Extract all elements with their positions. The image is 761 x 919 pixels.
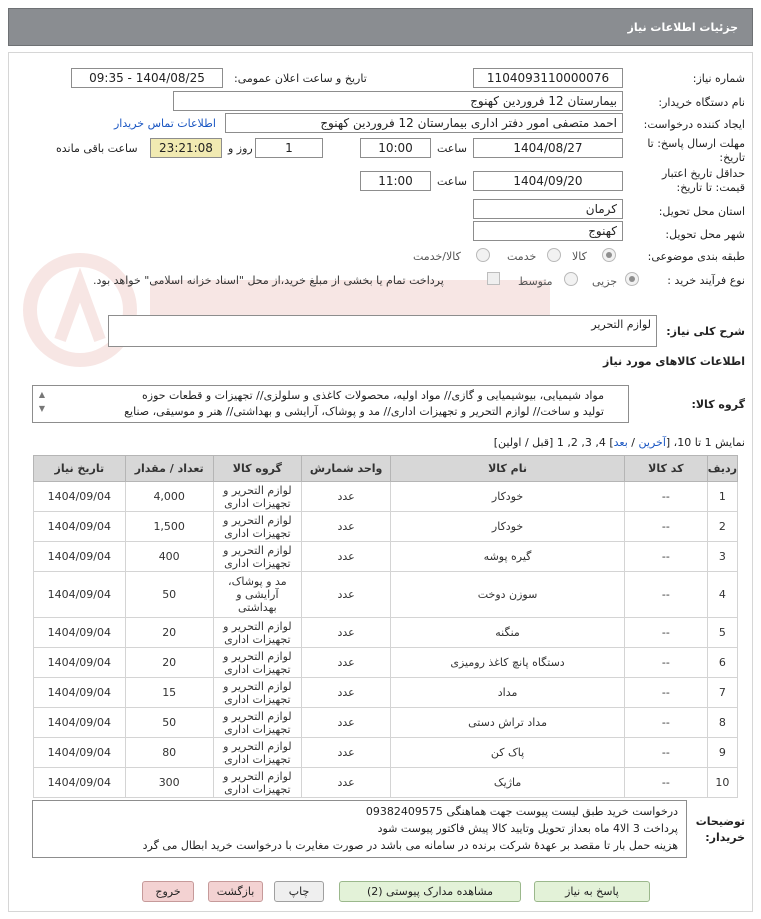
item-unit: عدد	[301, 542, 390, 572]
deadline-label-2: تاریخ:	[719, 151, 745, 164]
note-line-3: هزینه حمل بار تا مقصد بر عهدهٔ شرکت برنده در سامانه می باشد در صورت مغایرت با درخواست خرید ابطال می گرد	[142, 839, 678, 852]
creator-label: ایجاد کننده درخواست:	[643, 118, 745, 131]
pager	[494, 436, 745, 449]
table-row	[34, 708, 738, 738]
days-label: روز و	[228, 142, 253, 155]
col-code: کد کالا	[624, 456, 707, 482]
table-row	[34, 572, 738, 618]
item-unit: عدد	[301, 738, 390, 768]
item-qty: 80	[125, 738, 213, 768]
remaining-time-field: 23:21:08	[150, 138, 222, 158]
category-radio-service[interactable]	[547, 248, 561, 262]
need-number-label: شماره نیاز:	[692, 72, 745, 85]
item-date: 1404/09/04	[34, 768, 126, 798]
items-table	[33, 455, 738, 798]
row-number: 4	[707, 572, 737, 618]
process-option-medium: متوسط	[518, 275, 553, 288]
col-name: نام کالا	[391, 456, 625, 482]
category-label: طبقه بندی موضوعی:	[647, 250, 745, 263]
table-row	[34, 618, 738, 648]
item-name: خودکار	[391, 512, 625, 542]
item-name: دستگاه پانچ کاغذ رومیزی	[391, 648, 625, 678]
item-qty: 400	[125, 542, 213, 572]
item-group: لوازم التحریر و تجهیزات اداری	[213, 618, 301, 648]
col-qty: تعداد / مقدار	[125, 456, 213, 482]
category-option-goods: کالا	[572, 250, 587, 263]
buyer-label: نام دستگاه خریدار:	[658, 96, 745, 109]
item-unit: عدد	[301, 678, 390, 708]
item-name: سوزن دوخت	[391, 572, 625, 618]
item-date: 1404/09/04	[34, 618, 126, 648]
spin-up-icon[interactable]: ▲	[38, 390, 46, 399]
goods-group-field	[32, 385, 629, 423]
scroll-spinner[interactable]	[36, 388, 48, 418]
item-date: 1404/09/04	[34, 482, 126, 512]
item-code: --	[624, 678, 707, 708]
process-option-minor: جزیی	[592, 275, 618, 288]
goods-group-line-2: تولید و ساخت// لوازم التحریر و تجهیزات اداری// مد و پوشاک، آرایشی و بهداشتی// هنر و موسیقی، صنایع	[124, 405, 604, 418]
item-code: --	[624, 708, 707, 738]
table-row	[34, 738, 738, 768]
deadline-time-label: ساعت	[437, 142, 467, 155]
item-qty: 4,000	[125, 482, 213, 512]
item-qty: 50	[125, 708, 213, 738]
deadline-label-1: مهلت ارسال پاسخ: تا	[647, 137, 745, 150]
col-date: تاریخ نیاز	[34, 456, 126, 482]
validity-time-field: 11:00	[360, 171, 431, 191]
payment-note: پرداخت تمام یا بخشی از مبلغ خرید،از محل "اسناد خزانه اسلامی" خواهد بود.	[93, 274, 444, 287]
row-number: 5	[707, 618, 737, 648]
item-unit: عدد	[301, 708, 390, 738]
item-group: لوازم التحریر و تجهیزات اداری	[213, 482, 301, 512]
announce-field: 1404/08/25 - 09:35	[71, 68, 223, 88]
item-group: لوازم التحریر و تجهیزات اداری	[213, 512, 301, 542]
remaining-label: ساعت باقی مانده	[56, 142, 138, 155]
pager-last-link[interactable]: آخرین	[638, 436, 666, 449]
notes-label-2: خریدار:	[705, 831, 745, 844]
print-button[interactable]: چاپ	[274, 881, 324, 902]
table-row	[34, 678, 738, 708]
table-row	[34, 648, 738, 678]
item-date: 1404/09/04	[34, 708, 126, 738]
pager-sep: /	[627, 436, 639, 449]
process-radio-minor[interactable]	[625, 272, 639, 286]
item-unit: عدد	[301, 648, 390, 678]
item-date: 1404/09/04	[34, 678, 126, 708]
pager-pages[interactable]: ] 4, 3, 2, 1 [قبل / اولین]	[493, 436, 614, 449]
table-row	[34, 768, 738, 798]
item-date: 1404/09/04	[34, 512, 126, 542]
process-radio-medium[interactable]	[564, 272, 578, 286]
row-number: 3	[707, 542, 737, 572]
pager-text: نمایش 1 تا 10، [	[665, 436, 745, 449]
row-number: 10	[707, 768, 737, 798]
exit-button[interactable]: خروج	[142, 881, 194, 902]
item-qty: 20	[125, 618, 213, 648]
note-line-2: پرداخت 3 الا4 ماه بعداز تحویل وتایید کالا پیش فاکتور پیوست شود	[377, 822, 678, 835]
attachments-button[interactable]: مشاهده مدارک پیوستی (2)	[339, 881, 521, 902]
item-qty: 15	[125, 678, 213, 708]
pager-next-link[interactable]: بعد	[613, 436, 628, 449]
item-unit: عدد	[301, 768, 390, 798]
notes-label-1: توضیحات	[695, 815, 745, 828]
table-row	[34, 542, 738, 572]
goods-group-label: گروه کالا:	[691, 398, 745, 411]
page-title: جزئیات اطلاعات نیاز	[627, 21, 738, 34]
announce-label: تاریخ و ساعت اعلان عمومی:	[234, 72, 367, 85]
item-qty: 20	[125, 648, 213, 678]
item-group: لوازم التحریر و تجهیزات اداری	[213, 738, 301, 768]
creator-field: احمد متصفی امور دفتر اداری بیمارستان 12 فروردین کهنوج	[225, 113, 623, 133]
col-row: ردیف	[707, 456, 737, 482]
item-unit: عدد	[301, 618, 390, 648]
row-number: 9	[707, 738, 737, 768]
item-code: --	[624, 618, 707, 648]
item-qty: 1,500	[125, 512, 213, 542]
province-field: کرمان	[473, 199, 623, 219]
category-option-service: خدمت	[507, 250, 537, 263]
item-date: 1404/09/04	[34, 738, 126, 768]
row-number: 2	[707, 512, 737, 542]
item-name: گیره پوشه	[391, 542, 625, 572]
col-unit: واحد شمارش	[301, 456, 390, 482]
spin-down-icon[interactable]: ▼	[38, 404, 46, 413]
item-qty: 300	[125, 768, 213, 798]
category-radio-goods[interactable]	[602, 248, 616, 262]
item-name: مداد تراش دستی	[391, 708, 625, 738]
item-code: --	[624, 512, 707, 542]
item-name: خودکار	[391, 482, 625, 512]
item-group: لوازم التحریر و تجهیزات اداری	[213, 542, 301, 572]
item-name: منگنه	[391, 618, 625, 648]
item-unit: عدد	[301, 512, 390, 542]
table-header-row	[34, 456, 738, 482]
buyer-field: بیمارستان 12 فروردین کهنوج	[173, 91, 623, 111]
note-line-1: درخواست خرید طبق لیست پیوست جهت هماهنگی 09382409575	[365, 805, 678, 818]
item-group: مد و پوشاک، آرایشی و بهداشتی	[213, 572, 301, 618]
item-code: --	[624, 738, 707, 768]
item-group: لوازم التحریر و تجهیزات اداری	[213, 648, 301, 678]
item-code: --	[624, 768, 707, 798]
item-date: 1404/09/04	[34, 572, 126, 618]
city-label: شهر محل تحویل:	[665, 228, 745, 241]
buyer-notes	[32, 800, 687, 858]
item-name: پاک کن	[391, 738, 625, 768]
category-option-goods-service: کالا/خدمت	[413, 250, 461, 263]
back-button[interactable]: بازگشت	[208, 881, 263, 902]
treasury-checkbox[interactable]	[487, 272, 500, 285]
row-number: 7	[707, 678, 737, 708]
item-code: --	[624, 482, 707, 512]
item-code: --	[624, 572, 707, 618]
contact-buyer-link[interactable]: اطلاعات تماس خریدار	[114, 117, 216, 130]
province-label: استان محل تحویل:	[658, 205, 745, 218]
item-group: لوازم التحریر و تجهیزات اداری	[213, 678, 301, 708]
goods-group-line-1: مواد شیمیایی، بیوشیمیایی و گازی// مواد اولیه، محصولات کاغذی و سلولزی// تجهیزات و قطعات حوزه	[142, 389, 604, 402]
table-row	[34, 512, 738, 542]
reply-button[interactable]: پاسخ به نیاز	[534, 881, 650, 902]
row-number: 6	[707, 648, 737, 678]
validity-date-field: 1404/09/20	[473, 171, 623, 191]
item-date: 1404/09/04	[34, 542, 126, 572]
item-group: لوازم التحریر و تجهیزات اداری	[213, 708, 301, 738]
item-unit: عدد	[301, 572, 390, 618]
deadline-date-field: 1404/08/27	[473, 138, 623, 158]
summary-label: شرح کلی نیاز:	[666, 325, 745, 338]
row-number: 1	[707, 482, 737, 512]
row-number: 8	[707, 708, 737, 738]
item-qty: 50	[125, 572, 213, 618]
category-radio-goods-service[interactable]	[476, 248, 490, 262]
item-name: مداد	[391, 678, 625, 708]
item-date: 1404/09/04	[34, 648, 126, 678]
process-label: نوع فرآیند خرید :	[667, 274, 745, 287]
validity-label-1: حداقل تاریخ اعتبار	[661, 167, 745, 180]
item-code: --	[624, 648, 707, 678]
need-number-field: 1104093110000076	[473, 68, 623, 88]
item-code: --	[624, 542, 707, 572]
goods-info-title: اطلاعات کالاهای مورد نیاز	[603, 355, 745, 368]
validity-label-2: قیمت: تا تاریخ:	[676, 181, 745, 194]
summary-field: لوازم التحریر	[108, 315, 657, 347]
validity-time-label: ساعت	[437, 175, 467, 188]
item-unit: عدد	[301, 482, 390, 512]
item-name: ماژیک	[391, 768, 625, 798]
col-group: گروه کالا	[213, 456, 301, 482]
page-header	[8, 8, 753, 46]
city-field: کهنوج	[473, 221, 623, 241]
item-group: لوازم التحریر و تجهیزات اداری	[213, 768, 301, 798]
deadline-time-field: 10:00	[360, 138, 431, 158]
table-row	[34, 482, 738, 512]
days-field: 1	[255, 138, 323, 158]
